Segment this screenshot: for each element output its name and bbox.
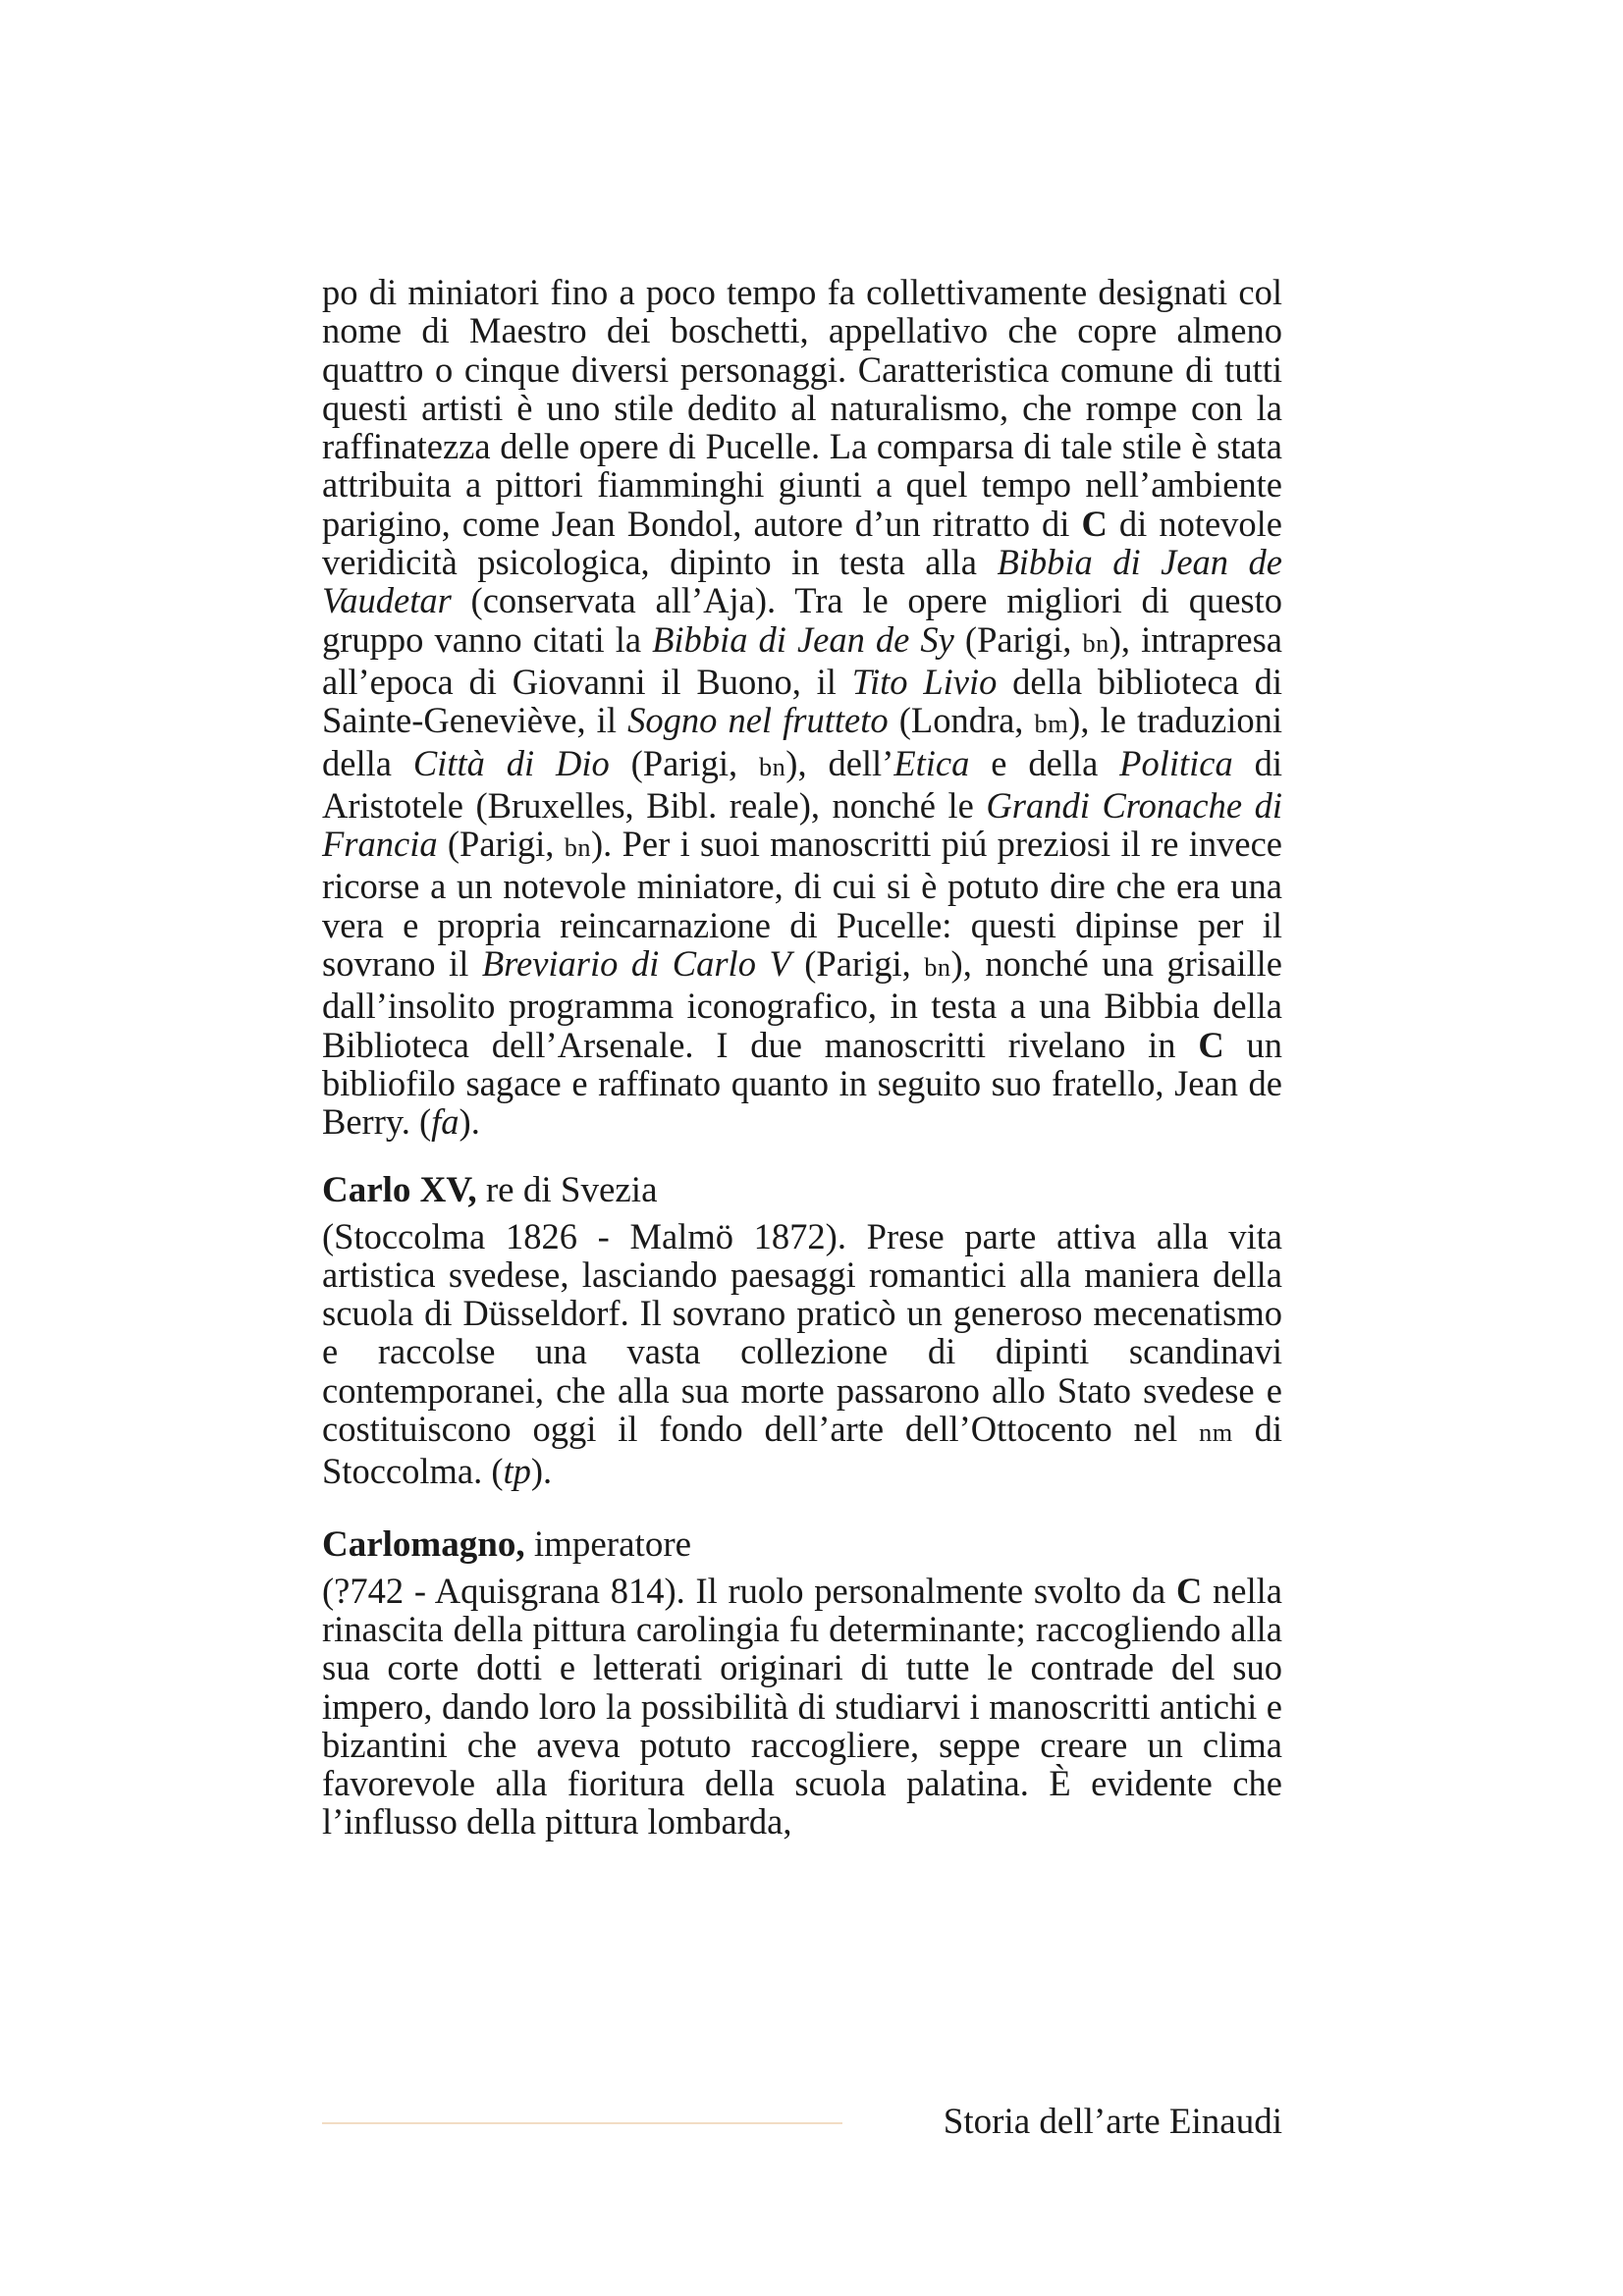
text-run: (Parigi, (953, 618, 1083, 660)
text-run: di Stoccolma. ( (322, 1409, 1282, 1492)
institution-abbrev: bn (758, 752, 786, 781)
work-title: Bibbia di Jean de Vaudetar (322, 542, 1282, 621)
institution-abbrev: bn (924, 953, 951, 983)
work-title: Etica (893, 742, 970, 783)
text-run: ). Per i suoi manoscritti piú preziosi il re invece ricorse a un notevole miniatore, di cui si è potuto dire che era una vera e propria reincarnazione di Pucelle: questi dipinse per il sovrano il (322, 824, 1282, 985)
work-title: Grandi Cronache di Francia (322, 784, 1282, 865)
text-run: di Aristotele (Bruxelles, Bibl. reale), nonché le (322, 742, 1282, 826)
entry-name: Carlo XV, (322, 1169, 477, 1210)
entry-qualifier: imperatore (524, 1523, 692, 1565)
text-run: (conservata all’Aja). Tra le opere migliori di questo gruppo vanno citati la (322, 580, 1282, 660)
intro-paragraph (322, 273, 1282, 1142)
text-run: un bibliofilo sagace e raffinato quanto in seguito suo fratello, Jean de Berry. ( (322, 1024, 1283, 1143)
text-run: (Parigi, (790, 943, 925, 985)
text-run: ), le traduzioni della (322, 700, 1282, 783)
entry-heading-carlomagno (322, 1524, 1282, 1566)
text-run: (Stoccolma 1826 - Malmö 1872). Prese parte attiva alla vita artistica svedese, lasciando paesaggi romantici alla maniera della scuola di Düsseldorf. Il sovrano praticò un generoso mecenatismo e raccolse una vasta collezione di dipinti scandinavi contemporanei, che alla sua morte passarono allo Stato svedese e costituiscono oggi il fondo dell’arte dell’Ottocento nel (322, 1215, 1282, 1450)
text-run: ), dell’ (785, 742, 894, 783)
work-title: Sogno nel frutteto (627, 700, 889, 741)
text-run: (Londra, (888, 700, 1035, 741)
work-title: Città di Dio (412, 742, 610, 783)
text-column (322, 273, 1282, 1842)
text-run: (Parigi, (437, 824, 565, 865)
entry-abbrev: C (1175, 1570, 1203, 1611)
text-run: nella rinascita della pittura carolingia fu determinante; raccogliendo alla sua corte dotti e letterati originari di tutte le contrade del suo impero, dando loro la possibilità di studiarvi i manoscritti antichi e bizantini che aveva potuto raccogliere, seppe creare un clima favorevole alla fioritura della scuola palatina. È evidente che l’influsso della pittura lombarda, (322, 1570, 1282, 1842)
entry-qualifier: re di Svezia (476, 1169, 658, 1210)
text-run: ). (459, 1101, 480, 1143)
text-run: e della (969, 742, 1120, 783)
work-title: Breviario di Carlo V (481, 943, 791, 985)
text-run: ). (530, 1451, 553, 1492)
text-run: po di miniatori fino a poco tempo fa collettivamente designati col nome di Maestro dei boschetti, appellativo che copre almeno quattro o cinque diversi personaggi. Caratteristica comune di tutti questi artisti è uno stile dedito al naturalismo, che rompe con la raffinatezza delle opere di Pucelle. La comparsa di tale stile è stata attribuita a pittori fiamminghi giunti a quel tempo nell’ambiente parigino, come Jean Bondol, autore d’un ritratto di (322, 272, 1282, 544)
author-initials: fa (431, 1101, 460, 1143)
text-run: di notevole veridicità psicologica, dipinto in testa alla (322, 503, 1282, 583)
entry-name: Carlomagno, (322, 1523, 525, 1565)
text-run: ), nonché una grisaille dall’insolito programma iconografico, in testa a una Bibbia della Biblioteca dell’Arsenale. I due manoscritti rivelano in (322, 943, 1282, 1065)
entry-body-carlomagno (322, 1572, 1282, 1842)
footer-title: Storia dell’arte Einaudi (943, 2102, 1282, 2142)
entry-body-carlo-xv (322, 1217, 1282, 1491)
entry-abbrev: C (1198, 1024, 1224, 1065)
entry-abbrev: C (1081, 503, 1108, 544)
text-run: ), intrapresa all’epoca di Giovanni il Buono, il (322, 618, 1282, 702)
footer-rule (322, 2122, 842, 2124)
work-title: Tito Livio (851, 661, 998, 702)
institution-abbrev: bm (1034, 710, 1069, 739)
institution-abbrev: nm (1199, 1418, 1233, 1448)
institution-abbrev: bn (1082, 628, 1109, 658)
work-title: Bibbia di Jean de Sy (652, 618, 954, 660)
page-footer (322, 2099, 1282, 2146)
entry-heading-carlo-xv (322, 1170, 1282, 1211)
work-title: Politica (1119, 742, 1233, 783)
text-run: (Parigi, (609, 742, 759, 783)
author-initials: tp (503, 1451, 531, 1492)
text-run: della biblioteca di Sainte-Geneviève, il (322, 661, 1282, 741)
text-run: (?742 - Aquisgrana 814). Il ruolo personalmente svolto da (322, 1570, 1176, 1611)
institution-abbrev: bn (564, 833, 592, 863)
